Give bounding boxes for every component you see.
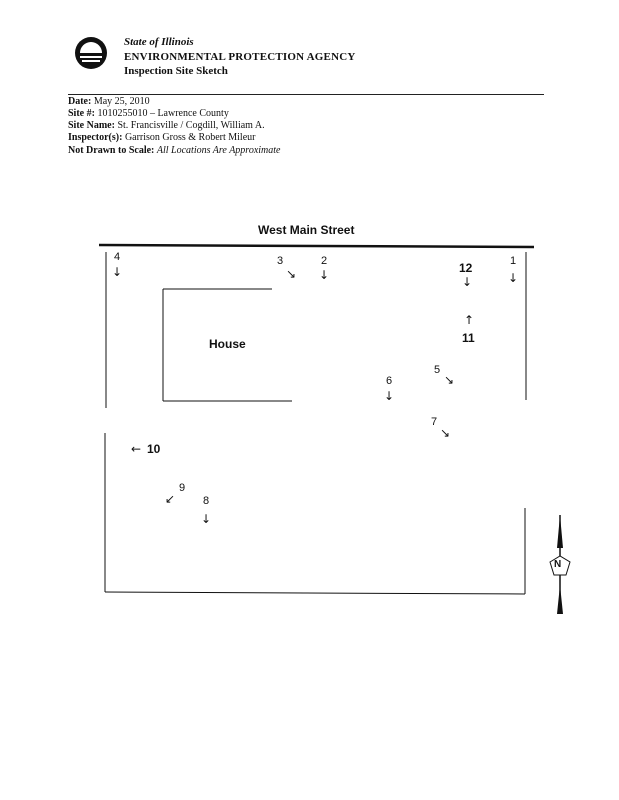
photo-point-7-number: 7 bbox=[431, 416, 438, 428]
photo-point-4-arrow-icon: ↓ bbox=[112, 265, 123, 279]
inspectors-value: Garrison Gross & Robert Mileur bbox=[124, 132, 256, 143]
photo-point-3-number: 3 bbox=[277, 255, 284, 267]
photo-point-10-arrow-icon: ← bbox=[131, 442, 142, 456]
site-number-label: Site #: bbox=[68, 108, 95, 119]
photo-point-5-arrow-icon: ↘ bbox=[444, 373, 455, 387]
photo-point-12-number: 12 bbox=[459, 261, 473, 275]
photo-point-9-arrow-icon: ↙ bbox=[165, 492, 176, 506]
street-label: West Main Street bbox=[258, 223, 355, 237]
photo-point-6-arrow-icon: ↓ bbox=[384, 389, 395, 403]
site-number-value: 1010255010 – Lawrence County bbox=[97, 108, 229, 119]
photo-point-3-arrow-icon: ↘ bbox=[286, 267, 297, 281]
date-label: Date: bbox=[68, 96, 92, 107]
photo-point-5-number: 5 bbox=[434, 364, 441, 376]
boundary-bottom bbox=[105, 592, 525, 594]
street-edge-line bbox=[99, 245, 534, 247]
photo-point-9-number: 9 bbox=[179, 482, 186, 494]
scale-value: All Locations Are Approximate bbox=[156, 145, 281, 156]
site-name-label: Site Name: bbox=[68, 120, 115, 131]
state-name: State of Illinois bbox=[124, 36, 194, 48]
photo-point-10-number: 10 bbox=[147, 442, 161, 456]
scale-label: Not Drawn to Scale: bbox=[68, 145, 155, 156]
site-name-value: St. Francisville / Cogdill, William A. bbox=[117, 120, 265, 131]
house-label: House bbox=[209, 337, 246, 351]
photo-point-6-number: 6 bbox=[386, 375, 393, 387]
photo-point-1-number: 1 bbox=[510, 255, 517, 267]
photo-point-12-arrow-icon: ↓ bbox=[462, 275, 473, 289]
inspectors-label: Inspector(s): bbox=[68, 132, 123, 143]
photo-point-1-arrow-icon: ↓ bbox=[508, 271, 519, 285]
agency-name: ENVIRONMENTAL PROTECTION AGENCY bbox=[124, 51, 356, 63]
photo-point-4-number: 4 bbox=[114, 251, 121, 263]
north-arrow-letter: N bbox=[554, 559, 562, 570]
photo-point-8-number: 8 bbox=[203, 495, 210, 507]
document-type: Inspection Site Sketch bbox=[124, 65, 228, 77]
date-value: May 25, 2010 bbox=[93, 96, 150, 107]
photo-point-2-arrow-icon: ↓ bbox=[319, 268, 330, 282]
photo-point-2-number: 2 bbox=[321, 255, 328, 267]
photo-point-7-arrow-icon: ↘ bbox=[440, 426, 451, 440]
photo-point-11-number: 11 bbox=[462, 331, 475, 345]
photo-point-8-arrow-icon: ↓ bbox=[201, 512, 212, 526]
photo-point-11-arrow-icon: ↑ bbox=[464, 313, 475, 327]
